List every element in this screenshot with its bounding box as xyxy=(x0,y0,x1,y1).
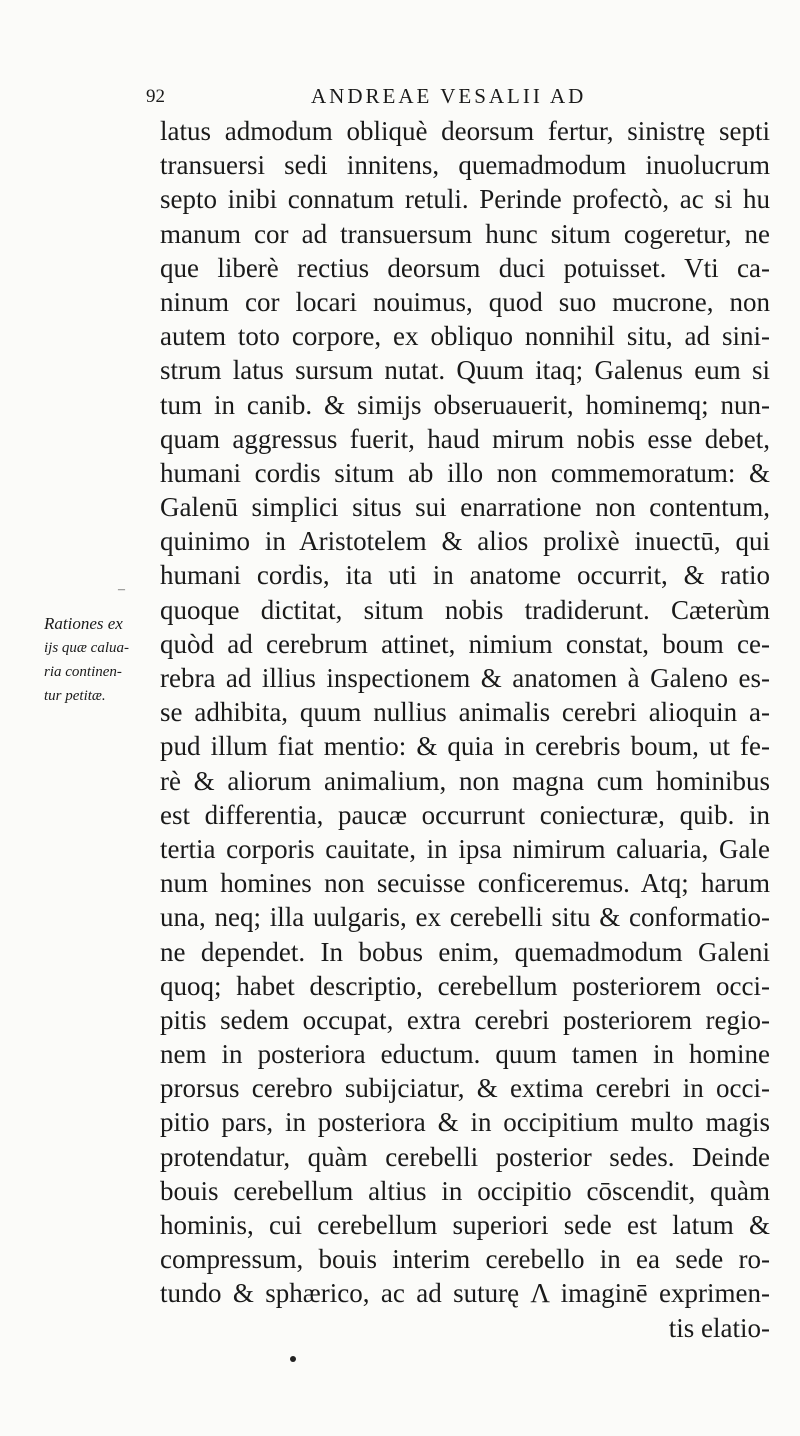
ink-dot xyxy=(290,1356,296,1362)
text-line: quam aggressus fuerit, haud mirum nobis esse debet, xyxy=(160,423,770,454)
text-line: est differentia, paucæ occurrunt coniecturæ, quib. in xyxy=(160,799,770,830)
text-line: autem toto corpore, ex obliquo nonnihil situ, ad sini- xyxy=(160,321,770,352)
marginal-note-line: ijs quæ calua- xyxy=(44,640,129,656)
text-line: pud illum fiat mentio: & quia in cerebris boum, ut fe- xyxy=(160,731,770,762)
text-line: transuersi sedi innitens, quemadmodum inuolucrum xyxy=(160,150,770,181)
text-line: pitio pars, in posteriora & in occipitium multo magis xyxy=(160,1107,770,1138)
text-line: strum latus sursum nutat. Quum itaq; Galenus eum si xyxy=(160,355,770,386)
text-line: tis elatio- xyxy=(668,1312,770,1343)
text-line: septo inibi connatum retuli. Perinde profectò, ac si hu xyxy=(160,184,770,215)
text-line: quoq; habet descriptio, cerebellum posteriorem occi- xyxy=(160,970,770,1001)
text-line: tundo & sphærico, ac ad suturę Λ imaginē exprimen- xyxy=(160,1278,770,1309)
text-line: tertia corporis cauitate, in ipsa nimirum caluaria, Gale xyxy=(160,833,770,864)
text-line: rè & aliorum animalium, non magna cum hominibus xyxy=(160,765,770,796)
text-line: num homines non secuisse conficeremus. Atq; harum xyxy=(160,868,770,899)
text-line: Galenū simplici situs sui enarratione non contentum, xyxy=(160,492,770,523)
text-line: ne dependet. In bobus enim, quemadmodum Galeni xyxy=(160,936,770,967)
marginal-note-line: tur petitæ. xyxy=(44,688,106,704)
text-line: compressum, bouis interim cerebello in ea sede ro- xyxy=(160,1244,770,1275)
text-line: bouis cerebellum altius in occipitio cōscendit, quàm xyxy=(160,1175,770,1206)
text-line: tum in canib. & simijs obseruauerit, hominemq; nun- xyxy=(160,389,770,420)
page-number: 92 xyxy=(146,86,165,107)
text-line: hominis, cui cerebellum superiori sede est latum & xyxy=(160,1210,770,1240)
text-line: que liberè rectius deorsum duci potuisset. Vti ca- xyxy=(160,252,770,283)
text-line: quòd ad cerebrum attinet, nimium constat, boum ce- xyxy=(160,628,770,659)
text-line: humani cordis, ita uti in anatome occurrit, & ratio xyxy=(160,560,770,591)
text-line: nem in posteriora eductum. quum tamen in homine xyxy=(160,1039,770,1070)
text-line: ninum cor locari nouimus, quod suo mucrone, non xyxy=(160,286,770,317)
margin-dash: – xyxy=(118,582,125,597)
text-line: rebra ad illius inspectionem & anatomen à Galeno es- xyxy=(160,663,770,693)
text-line: protendatur, quàm cerebelli posterior sedes. Deinde xyxy=(160,1141,770,1172)
marginal-note xyxy=(44,612,162,708)
running-title: ANDREAE VESALII AD xyxy=(311,84,587,108)
marginal-note-line: Rationes ex xyxy=(44,614,123,633)
text-line: humani cordis situm ab illo non commemoratum: & xyxy=(160,457,770,488)
text-line: latus admodum obliquè deorsum fertur, sinistrę septi xyxy=(160,116,770,146)
text-line: pitis sedem occupat, extra cerebri posteriorem regio- xyxy=(160,1004,770,1035)
body-text xyxy=(160,114,770,1345)
text-line: manum cor ad transuersum hunc situm cogeretur, ne xyxy=(160,218,770,249)
running-header xyxy=(146,84,706,114)
text-line: quinimo in Aristotelem & alios prolixè inuectū, qui xyxy=(160,526,770,557)
text-line: se adhibita, quum nullius animalis cerebri alioquin a- xyxy=(160,697,770,728)
text-line: prorsus cerebro subijciatur, & extima cerebri in occi- xyxy=(160,1073,770,1104)
text-line: una, neq; illa uulgaris, ex cerebelli situ & conformatio- xyxy=(160,902,770,933)
text-line: quoque dictitat, situm nobis tradiderunt. Cæterùm xyxy=(160,594,770,625)
marginal-note-line: ria continen- xyxy=(44,664,122,680)
